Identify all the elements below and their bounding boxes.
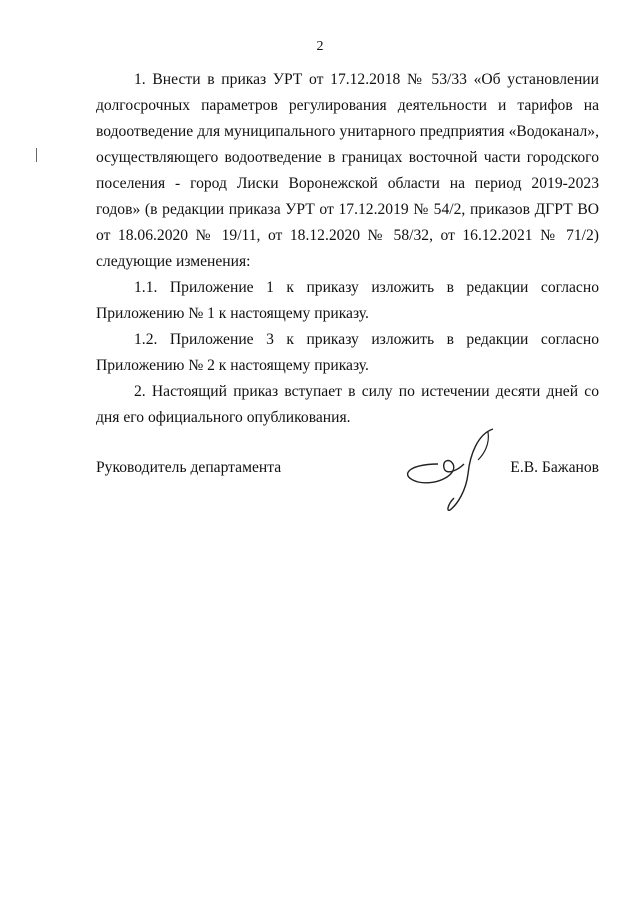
signatory-name: Е.В. Бажанов [510,459,599,476]
signatory-title: Руководитель департамента [96,459,282,476]
paragraph-effective-date: 2. Настоящий приказ вступает в силу по истечении десяти дней со дня его официального опубликования. [96,383,599,426]
paragraph-1-1: 1.1. Приложение 1 к приказу изложить в редакции согласно Приложению № 1 к настоящему приказу. [96,279,599,322]
order-body [96,67,599,431]
paragraph-1-2: 1.2. Приложение 3 к приказу изложить в редакции согласно Приложению № 2 к настоящему приказу. [96,331,599,374]
paragraph-amendment: 1. Внести в приказ УРТ от 17.12.2018 № 53/33 «Об установлении долгосрочных параметров регулирования деятельности и тарифов на водоотведение для муниципального унитарного предприятия «Водоканал», осуществляющего водоотведение в границах восточной части городского поселения - город Лиски Воронежской области на период 2019-2023 годов» (в редакции приказа УРТ от 17.12.2019 № 54/2, приказов ДГРТ ВО от 18.06.2020 № 19/11, от 18.12.2020 № 58/32, от 16.12.2021 № 71/2) следующие изменения: [96,71,599,270]
page-number: 2 [316,39,324,54]
signature-block [96,459,599,489]
margin-mark [36,148,37,162]
